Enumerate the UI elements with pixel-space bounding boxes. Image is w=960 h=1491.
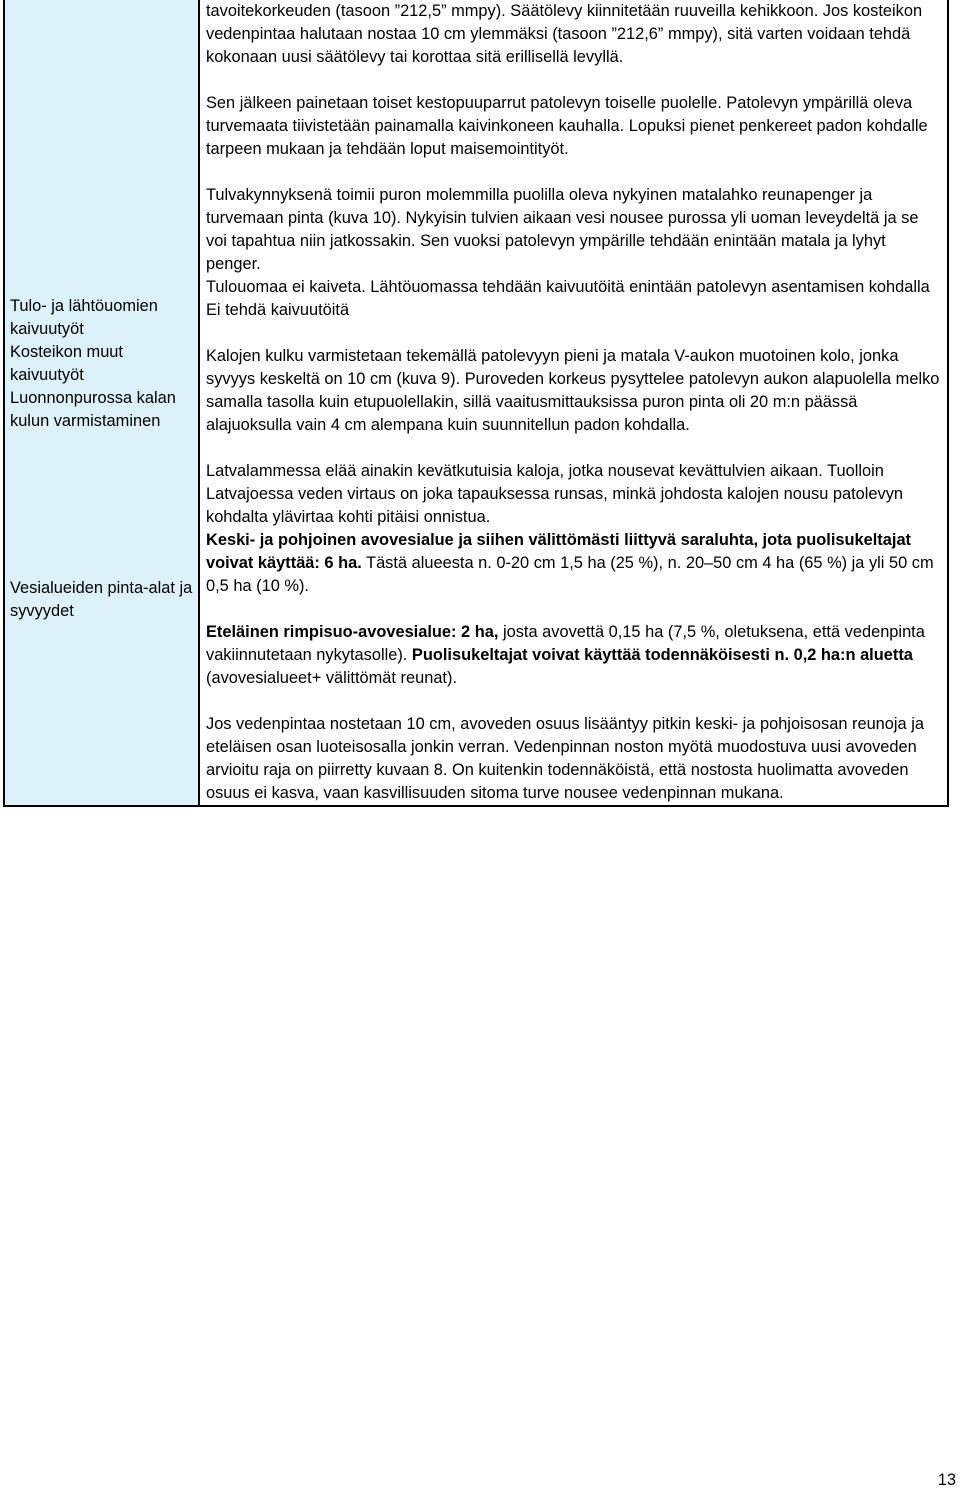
text-keski-pohjoinen-rest: Tästä alueesta n. 0-20 cm 1,5 ha (25 %), n. 20–50 cm 4 ha (65 %) ja yli 50 cm 0,5 ha (10 %). (206, 554, 934, 595)
label-kosteikon-kaivuutyot: Kosteikon muut kaivuutyöt (10, 343, 123, 384)
label-vesialueet: Vesialueiden pinta-alat ja syvyydet (10, 579, 193, 620)
paragraph-kestopuuparrut: Sen jälkeen painetaan toiset kestopuuparrut patolevyn toiselle puolelle. Patolevyn ympärillä oleva turvemaata tiivistetään painamalla kaivinkoneen kauhalla. Lopuksi pienet penkereet padon kohdalle tarpeen mukaan ja tehdään loput maisemointityöt. (206, 94, 928, 158)
label-tulo-lahtouomat: Tulo- ja lähtöuomien kaivuutyöt (10, 297, 158, 338)
description-column (199, 0, 948, 806)
paragraph-vedenpinnan-nosto: Jos vedenpintaa nostetaan 10 cm, avoveden osuus lisääntyy pitkin keski- ja pohjoisosan reunoja ja eteläisen osan luoteisosalla jonkin verran. Vedenpinnan noston myötä muodostuva uusi avoveden arvioitu raja on piirretty kuvaan 8. On kuitenkin todennäköistä, että nostosta huolimatta avoveden osuus ei kasva, vaan kasvillisuuden sitoma turve nousee vedenpinnan mukana. (206, 715, 924, 802)
paragraph-etelainen (206, 621, 941, 690)
paragraph-keski-pohjoinen (206, 529, 941, 598)
topic-column (4, 0, 199, 806)
label-kalan-kulku: Luonnonpurossa kalan kulun varmistaminen (10, 389, 176, 430)
text-etelainen-end: (avovesialueet+ välittömät reunat). (206, 669, 457, 687)
bold-etelainen: Eteläinen rimpisuo-avovesialue: 2 ha, (206, 623, 499, 641)
paragraph-tulouoma: Tulouomaa ei kaiveta. Lähtöuomassa tehdään kaivuutöitä enintään patolevyn asentamisen kohdalla (206, 278, 930, 296)
page-number: 13 (937, 1471, 956, 1489)
paragraph-kalojen-kulku: Kalojen kulku varmistetaan tekemällä patolevyyn pieni ja matala V-aukon muotoinen kolo, jonka syvyys keskeltä on 10 cm (kuva 9). Puroveden korkeus pysyttelee patolevyn aukon alapuolella melko samalla tasolla kuin etupuolellakin, sillä vaaitusmittauksissa puron pinta oli 20 m:n päässä alajuoksulla vain 4 cm alempana kuin suunnitellun padon kohdalla. (206, 347, 940, 434)
content-table (3, 0, 949, 807)
paragraph-tulvakynnys: Tulvakynnyksenä toimii puron molemmilla puolilla oleva nykyinen matalahko reunapenger ja turvemaan pinta (kuva 10). Nykyisin tulvien aikaan vesi nousee purossa yli uoman leveydeltä ja se voi tapahtua niin jatkossakin. Sen vuoksi patolevyn ympärille tehdään enintään matala ja lyhyt penger. (206, 186, 919, 273)
paragraph-saatolevy: tavoitekorkeuden (tasoon ”212,5” mmpy). Säätölevy kiinnitetään ruuveilla kehikkoon. Jos kosteikon vedenpintaa halutaan nostaa 10 cm ylemmäksi (tasoon ”212,6” mmpy), sitä varten voidaan tehdä kokonaan uusi säätölevy tai korottaa sitä erillisellä levyllä. (206, 2, 923, 66)
bold-keski-pohjoinen: Keski- ja pohjoinen avovesialue ja siihen välittömästi liittyvä saraluhta, jota puolisukeltajat voivat käyttää: 6 ha. (206, 531, 912, 572)
text-etelainen-mid: josta avovettä 0,15 ha (7,5 %, oletuksena, että vedenpinta vakiinnutetaan nykytasolle). (206, 623, 925, 664)
table-row (4, 0, 948, 806)
bold-puolisukeltajat: Puolisukeltajat voivat käyttää todennäköisesti n. 0,2 ha:n aluetta (411, 646, 913, 664)
paragraph-ei-kaivuutoita: Ei tehdä kaivuutöitä (206, 301, 350, 319)
paragraph-latvalampi: Latvalammessa elää ainakin kevätkutuisia kaloja, jotka nousevat kevättulvien aikaan. Tuolloin Latvajoessa veden virtaus on joka tapauksessa runsas, minkä johdosta kalojen nousu patolevyn kohdalta ylävirtaa kohti pitäisi onnistua. (206, 462, 904, 526)
